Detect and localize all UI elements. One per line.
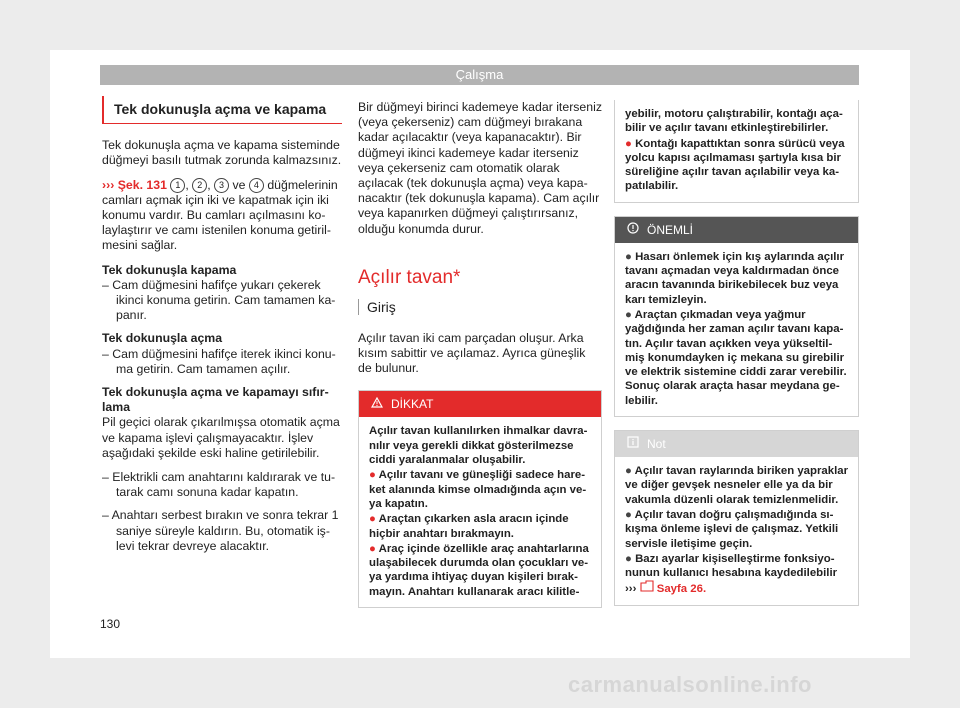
callout-4: 4	[249, 178, 264, 193]
open-title: Tek dokunuşla açma	[102, 331, 223, 346]
important-bullet: ● Hasarı önlemek için kış aylarında açılır tavanı açmadan veya kaldırmadan önce aracın tavanında birikebilecek buz veya karı temizleyin.	[625, 250, 844, 306]
note-bullet: ● Açılır tavan doğru çalışmadığında sıkışma önleme işlevi de çalışmaz. Yetkili servisle iletişime geçin.	[625, 508, 839, 550]
note-bullet: ● Açılır tavan raylarında biriken yapraklar ve diğer gevşek nesneler elle ya da bir vakumla düzenli olarak temizlenmelidir.	[625, 465, 849, 506]
note-body	[615, 457, 858, 605]
page-link-icon[interactable]	[640, 583, 657, 595]
figure-link[interactable]: Şek. 131	[117, 177, 167, 192]
warning-box	[358, 390, 602, 608]
important-body	[615, 243, 858, 416]
warning-body	[359, 417, 601, 607]
callout-2: 2	[192, 178, 207, 193]
ref-arrow: ›››	[102, 177, 115, 192]
callout-3: 3	[214, 178, 229, 193]
warning-continued-body	[615, 100, 858, 202]
open-step: – Cam düğmesini hafifçe iterek ikinci konuma getirin. Cam tamamen açılır.	[102, 346, 336, 376]
note-title: Not	[647, 437, 666, 452]
intro-subheading: Giriş	[358, 299, 602, 315]
reset-step-1: – Elektrikli cam anahtarını kaldırarak ve tutarak camı sonuna kadar kapatın.	[102, 470, 336, 500]
warning-continued-box	[614, 100, 859, 203]
info-icon	[627, 436, 639, 452]
important-header	[615, 217, 858, 243]
section-title: Tek dokunuşla açma ve kapama	[102, 96, 342, 124]
column-2	[358, 100, 602, 608]
warning-bullet: ● Açılır tavanı ve güneşliği sadece hareket alanında kimse olmadığında açın veya kapatın.	[369, 469, 587, 510]
exclamation-circle-icon	[627, 222, 639, 238]
page-link[interactable]: Sayfa 26.	[656, 583, 707, 596]
warning-bullet: ● Kontağı kapattıktan sonra sürücü veya yolcu kapısı açılmaması şartıyla kısa bir süreliğine açılır tavan açılabilir veya kapatılabilir.	[625, 137, 845, 193]
intro-text: Tek dokunuşla açma ve kapama sisteminde düğmeyi basılı tutmak zorunda kalmazsınız.	[102, 138, 342, 168]
column-1	[102, 96, 342, 562]
ref-separator: ,	[207, 177, 211, 192]
warning-header	[359, 391, 601, 417]
important-title: ÖNEMLİ	[647, 222, 694, 237]
note-link-arrow: ›››	[625, 583, 637, 596]
close-step: – Cam düğmesini hafifçe yukarı çekerek ikinci konuma getirin. Cam tamamen kapanır.	[102, 277, 336, 323]
warning-title: DİKKAT	[391, 397, 434, 412]
important-bullet: ● Araçtan çıkmadan veya yağmur yağdığında her zaman açılır tavanı kapatın. Açılır tavan açıkken veya yükseltilmiş konumdayken iç mekana su girebilir ve elektrik sistemine ciddi zarar verebilir. Sonuç olarak araçta hasar meydana gelebilir.	[625, 308, 847, 407]
ref-separator: ,	[185, 177, 189, 192]
warning-triangle-icon	[371, 396, 383, 412]
reference-paragraph	[102, 178, 342, 254]
warning-bullet: ● Araç içinde özellikle araç anahtarlarına ulaşabilecek durumda olan çocukları veya yardıma ihtiyaç duyan kişileri bırakmayın. Anahtarı kullanarak aracı kilitle-	[369, 542, 589, 598]
page-number: 130	[100, 617, 121, 631]
chapter-header: Çalışma	[100, 65, 859, 85]
warning-bullet: ● Araçtan çıkarken asla aracın içinde hiçbir anahtarı bırakmayın.	[369, 513, 569, 540]
important-box	[614, 216, 859, 417]
reset-step-2: – Anahtarı serbest bırakın ve sonra tekrar 1 saniye süreyle kaldırın. Bu, otomatik işlevi tekrar devreye alacaktır.	[102, 508, 339, 553]
sunroof-intro: Açılır tavan iki cam parçadan oluşur. Arka kısım sabittir ve açılamaz. Ayrıca güneşlik de bulunur.	[358, 330, 586, 376]
callout-1: 1	[170, 178, 185, 193]
close-title: Tek dokunuşla kapama	[102, 262, 237, 277]
note-header	[615, 431, 858, 457]
watermark-logo: carmanualsonline.info	[568, 672, 812, 697]
reset-text: Pil geçici olarak çıkarılmışsa otomatik açma ve kapama işlevi çalışmayacaktır. İşlev aşağıdaki şekilde eski haline getirilebilir.	[102, 415, 340, 460]
sunroof-heading: Açılır tavan*	[358, 266, 461, 288]
ref-conjunction: ve	[232, 177, 246, 192]
warning-continued-text: yebilir, motoru çalıştırabilir, kontağı açabilir ve açılır tavanı etkinleştirebilirler.	[625, 108, 843, 135]
column-3	[614, 100, 859, 606]
ref-text: düğmelerinin camları açmak için iki ve kapatmak için iki konumu vardır. Bu camları açılmasını kolaylaştırır ve camı istenilen konuma getirilmesini sağlar.	[102, 177, 338, 253]
warning-text: Açılır tavan kullanılırken ihmalkar davranılır veya gerekli dikkat gösterilmezse ciddi yaralanmalar oluşabilir.	[369, 425, 588, 467]
one-touch-paragraph: Bir düğmeyi birinci kademeye kadar itersеniz (veya çekerseniz) cam düğmeyi bırakana kadar açılacaktır (veya kapanacaktır). Bir düğmeyi ikinci kademeye kadar iterseniz veya çekerseniz cam otomatik olarak açılacak (tek dokunuşla açma) veya kapanacaktır (tek dokunuşla kapama). Cam açılır veya kapanırken düğmeyi çalıştırırsanız, olduğu konumda durur.	[358, 100, 602, 236]
note-box	[614, 430, 859, 606]
note-bullet: ● Bazı ayarlar kişiselleştirme fonksiyonunun kullanıcı hesabına kaydedilebilir ››› Sayfa 26.	[625, 552, 838, 596]
reset-title: Tek dokunuşla açma ve kapamayı sıfırlama	[102, 385, 329, 415]
